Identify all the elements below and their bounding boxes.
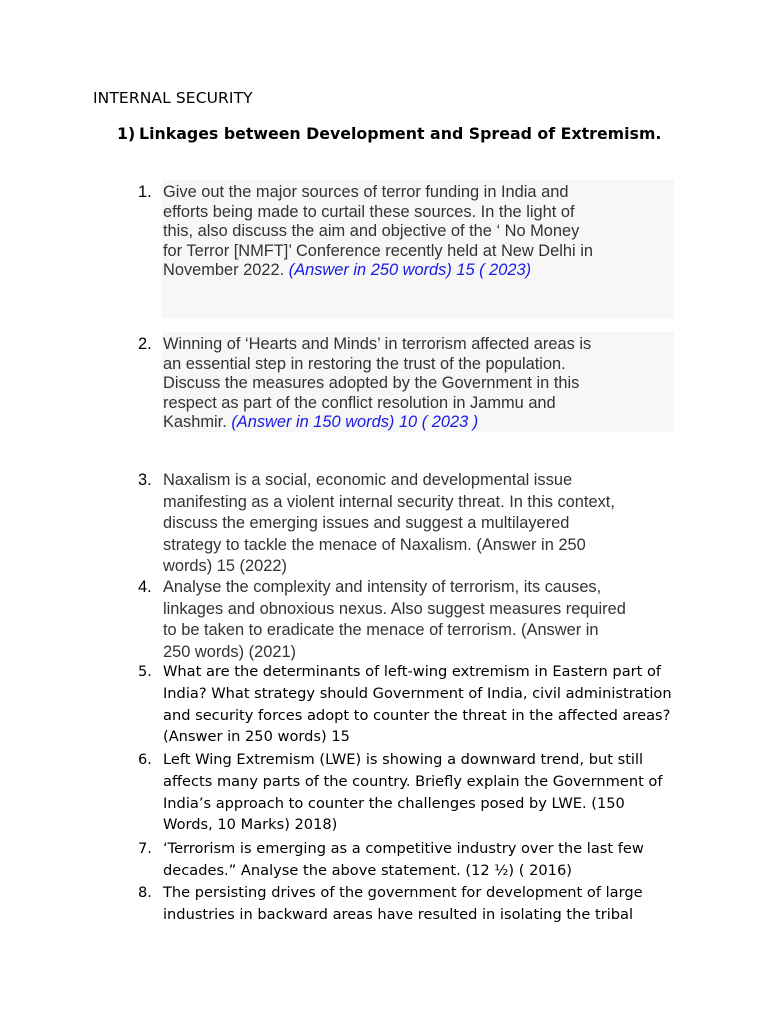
question-line: efforts being made to curtail these sources. In the light of bbox=[163, 202, 575, 221]
question-line: decades.” Analyse the above statement. (12 ½) ( 2016) bbox=[163, 861, 572, 879]
document-title: INTERNAL SECURITY bbox=[93, 89, 253, 107]
list-marker: 6. bbox=[138, 751, 152, 768]
question-line-end: November 2022. bbox=[163, 261, 289, 280]
list-marker: 8. bbox=[138, 884, 152, 901]
question-line bbox=[163, 261, 683, 281]
question-line: to be taken to eradicate the menace of terrorism. (Answer in bbox=[163, 621, 599, 640]
question-line: for Terror [NMFT]’ Conference recently held at New Delhi in bbox=[163, 241, 593, 260]
question-line: manifesting as a violent internal security threat. In this context, bbox=[163, 492, 615, 511]
question-line bbox=[163, 413, 683, 433]
section-heading-text: Linkages between Development and Spread of Extremism. bbox=[139, 124, 662, 143]
question-line: (Answer in 250 words) 15 bbox=[163, 728, 350, 746]
question-line: What are the determinants of left-wing extremism in Eastern part of bbox=[163, 663, 662, 680]
question-text bbox=[163, 577, 683, 663]
list-marker: 4. bbox=[138, 578, 152, 596]
question-line: The persisting drives of the government for development of large bbox=[163, 884, 643, 901]
question-line: Naxalism is a social, economic and developmental issue bbox=[163, 471, 573, 489]
question-text bbox=[163, 838, 683, 882]
section-heading bbox=[117, 124, 661, 143]
question-line: discuss the emerging issues and suggest a multilayered bbox=[163, 514, 570, 533]
answer-reference: (Answer in 150 words) 10 ( 2023 ) bbox=[231, 413, 479, 432]
question-line: Winning of ‘Hearts and Minds’ in terrorism affected areas is bbox=[163, 335, 592, 353]
list-marker: 1. bbox=[138, 183, 152, 201]
list-marker: 3. bbox=[138, 471, 152, 489]
list-marker: 2. bbox=[138, 335, 152, 353]
question-line: linkages and obnoxious nexus. Also suggest measures required bbox=[163, 599, 626, 618]
question-text bbox=[163, 882, 683, 926]
question-line: India? What strategy should Government of India, civil administration bbox=[163, 684, 672, 702]
question-line: ‘Terrorism is emerging as a competitive industry over the last few bbox=[163, 840, 644, 857]
question-line: respect as part of the conflict resolution in Jammu and bbox=[163, 393, 556, 412]
section-number: 1) bbox=[117, 124, 136, 143]
answer-reference: (Answer in 250 words) 15 ( 2023) bbox=[288, 261, 532, 280]
question-line: Words, 10 Marks) 2018) bbox=[163, 816, 338, 834]
question-line: strategy to tackle the menace of Naxalism. (Answer in 250 bbox=[163, 535, 586, 554]
question-line: India’s approach to counter the challenges posed by LWE. (150 bbox=[163, 794, 625, 812]
question-line: an essential step in restoring the trust of the population. bbox=[163, 354, 566, 373]
question-line: Analyse the complexity and intensity of terrorism, its causes, bbox=[163, 578, 602, 596]
question-line: affects many parts of the country. Briefly explain the Government of bbox=[163, 772, 663, 790]
question-line-end: Kashmir. bbox=[163, 413, 232, 432]
list-marker: 7. bbox=[138, 840, 152, 857]
list-marker: 5. bbox=[138, 663, 152, 680]
question-text bbox=[163, 661, 683, 748]
question-line: this, also discuss the aim and objective of the ‘ No Money bbox=[163, 222, 580, 241]
question-line: words) 15 (2022) bbox=[163, 557, 287, 576]
question-line: and security forces adopt to counter the threat in the affected areas? bbox=[163, 706, 671, 724]
question-text bbox=[163, 470, 683, 578]
question-line: Left Wing Extremism (LWE) is showing a downward trend, but still bbox=[163, 751, 644, 768]
question-line: Give out the major sources of terror funding in India and bbox=[163, 183, 569, 201]
question-line: industries in backward areas have resulted in isolating the tribal bbox=[163, 905, 634, 923]
question-text bbox=[163, 335, 683, 433]
question-line: Discuss the measures adopted by the Government in this bbox=[163, 374, 580, 393]
question-line: 250 words) (2021) bbox=[163, 642, 297, 661]
question-text bbox=[163, 183, 683, 281]
question-text bbox=[163, 749, 683, 836]
